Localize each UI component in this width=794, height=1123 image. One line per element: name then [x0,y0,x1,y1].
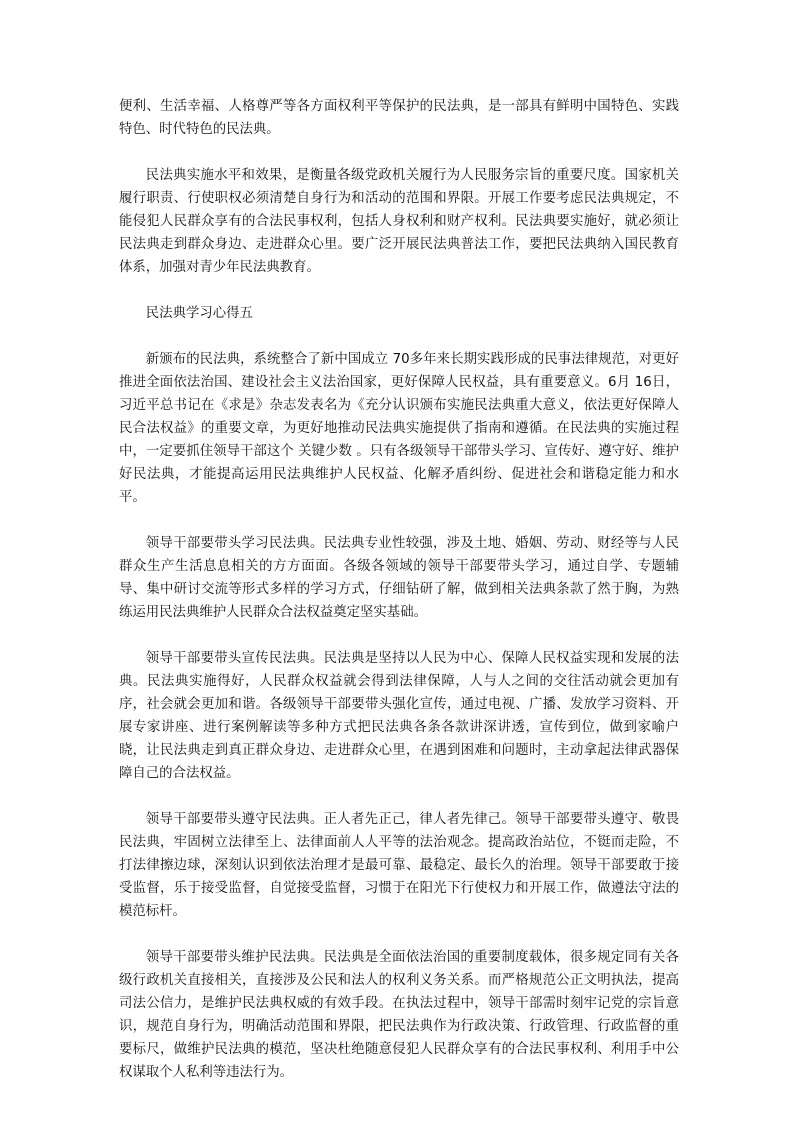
paragraph: 新颁布的民法典，系统整合了新中国成立 70多年来长期实践形成的民事法律规范，对更好推进全面依法治国、建设社会主义法治国家，更好保障人民权益，具有重要意义。6月 16日，习近平总书记在《求是》杂志发表名为《充分认识颁布实施民法典重大意义，依法更好保障人民合法权益》的重要文章，为更好地推动民法典实施提供了指南和遵循。在民法典的实施过程中，一定要抓住领导干部这个 关键少数 。只有各级领导干部带头学习、宣传好、遵守好、维护好民法典，才能提高运用民法典维护人民权益、化解矛盾纠纷、促进社会和谐稳定能力和水平。 [119,352,679,505]
paragraph: 领导干部要带头遵守民法典。正人者先正己，律人者先律己。领导干部要带头遵守、敬畏民法典，牢固树立法律至上、法律面前人人平等的法治观念。提高政治站位，不铤而走险，不打法律擦边球，深刻认识到依法治理才是最可靠、最稳定、最长久的治理。领导干部要敢于接受监督，乐于接受监督，自觉接受监督，习惯于在阳光下行使权力和开展工作，做遵法守法的模范标杆。 [119,812,679,919]
paragraph: 领导干部要带头宣传民法典。民法典是坚持以人民为中心、保障人民权益实现和发展的法典。民法典实施得好，人民群众权益就会得到法律保障，人与人之间的交往活动就会更加有序，社会就会更加和谐。各级领导干部要带头强化宣传，通过电视、广播、发放学习资料、开展专家讲座、进行案例解读等多种方式把民法典各条各款讲深讲透，宣传到位，做到家喻户晓，让民法典走到真正群众身边、走进群众心里，在遇到困难和问题时，主动拿起法律武器保障自己的合法权益。 [119,651,679,781]
paragraph-continued: 便利、生活幸福、人格尊严等各方面权利平等保护的民法典，是一部具有鲜明中国特色、实践特色、时代特色的民法典。 [119,99,679,137]
paragraph: 领导干部要带头学习民法典。民法典专业性较强，涉及土地、婚姻、劳动、财经等与人民群众生产生活息息相关的方方面面。各级各领域的领导干部要带头学习，通过自学、专题辅导、集中研讨交流等形式多样的学习方式，仔细钻研了解，做到相关法典条款了然于胸，为熟练运用民法典维护人民群众合法权益奠定坚实基础。 [119,536,679,620]
document-body [119,95,679,1107]
paragraph: 领导干部要带头维护民法典。民法典是全面依法治国的重要制度载体，很多规定同有关各级行政机关直接相关，直接涉及公民和法人的权利义务关系。而严格规范公正文明执法，提高司法公信力，是维护民法典权威的有效手段。在执法过程中，领导干部需时刻牢记党的宗旨意识，规范自身行为，明确活动范围和界限，把民法典作为行政决策、行政管理、行政监督的重要标尺，做维护民法典的模范，坚决杜绝随意侵犯人民群众享有的合法民事权利、利用手中公权谋取个人私利等违法行为。 [119,950,679,1080]
section-heading: 民法典学习心得五 [145,306,253,321]
paragraph: 民法典实施水平和效果，是衡量各级党政机关履行为人民服务宗旨的重要尺度。国家机关履行职责、行使职权必须清楚自身行为和活动的范围和界限。开展工作要考虑民法典规定，不能侵犯人民群众享有的合法民事权利，包括人身权利和财产权利。民法典要实施好，就必须让民法典走到群众身边、走进群众心里。要广泛开展民法典普法工作，要把民法典纳入国民教育体系，加强对青少年民法典教育。 [119,168,679,275]
